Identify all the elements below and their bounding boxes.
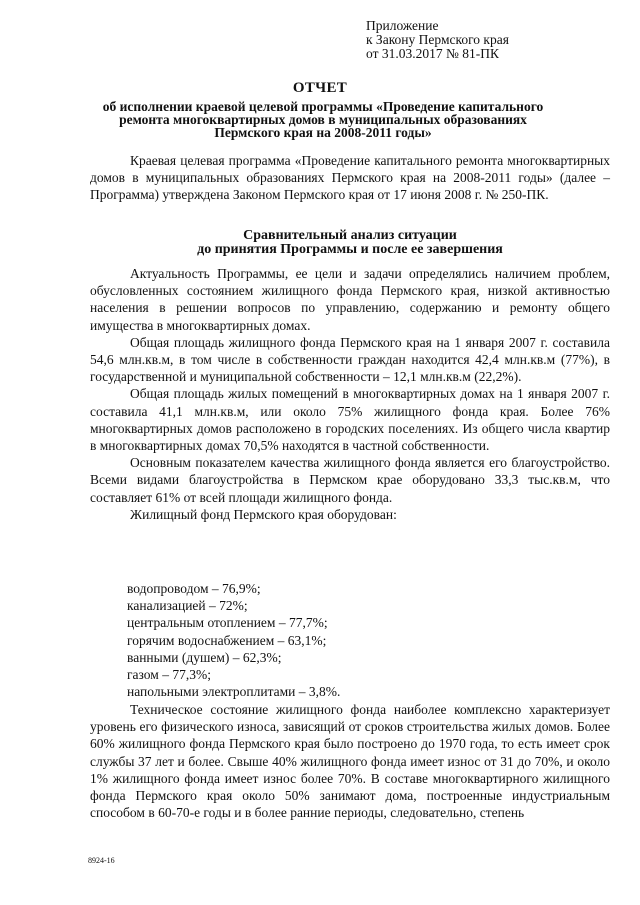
list-item: напольными электроплитами – 3,8%.	[127, 684, 341, 700]
document-subtitle: об исполнении краевой целевой программы «Проведение капитального ремонта многоквартирных домов в муниципальных образованиях Пермского края на 2008-2011 годы»	[102, 99, 544, 140]
appendix-line-2: к Закону Пермского края	[366, 32, 509, 47]
list-item: канализацией – 72%;	[127, 598, 248, 614]
document-title: ОТЧЕТ	[292, 80, 348, 96]
paragraph-housing-area: Общая площадь жилищного фонда Пермского края на 1 января 2007 г. составила 54,6 млн.кв.м, в том числе в собственности граждан находится 42,4 млн.кв.м (77%), в государственной и муниципальной собственности – 12,1 млн.кв.м (22,2%).	[90, 334, 610, 385]
analysis-block	[90, 265, 610, 523]
list-item: ванными (душем) – 62,3%;	[127, 649, 282, 665]
appendix-line-1: Приложение	[366, 18, 439, 33]
appendix-block	[366, 19, 626, 61]
section-heading-line-1: Сравнительный анализ ситуации	[243, 228, 457, 243]
section-heading	[90, 229, 610, 257]
paragraph-apartment-buildings: Общая площадь жилых помещений в многоквартирных домах на 1 января 2007 г. составила 41,1 млн.кв.м, или около 75% жилищного фонда края. Более 76% многоквартирных домов расположено в городских поселениях. Из общего числа квартир в многоквартирных домах 70,5% находятся в частной собственности.	[90, 386, 610, 454]
list-item: газом – 77,3%;	[127, 667, 211, 683]
intro-paragraph: Краевая целевая программа «Проведение капитального ремонта многоквартирных домов в муниципальных образованиях Пермского края на 2008-2011 годы» (далее – Программа) утверждена Законом Пермского края от 17 июня 2008 г. № 250-ПК.	[90, 153, 610, 203]
paragraph-technical-state: Техническое состояние жилищного фонда наиболее комплексно характеризует уровень его физического износа, зависящий от сроков строительства жилых домов. Более 60% жилищного фонда Пермского края было построено до 1970 года, то есть имеет срок службы 37 лет и более. Свыше 40% жилищного фонда имеет износ от 31 до 70%, и около 1% жилищного фонда имеет износ более 70%. В составе многоквартирного жилищного фонда Пермского края около 50% занимают дома, построенные индустриальным способом в 60-70-е годы и в более ранние периоды, следовательно, степень	[90, 702, 610, 821]
list-item: центральным отоплением – 77,7%;	[127, 615, 328, 631]
appendix-line-3: от 31.03.2017 № 81-ПК	[366, 46, 499, 61]
equipment-list	[127, 580, 607, 700]
paragraph-amenities: Основным показателем качества жилищного фонда является его благоустройство. Всеми видами благоустройства в Пермском крае оборудовано 33,3 тыс.кв.м, что составляет 61% от всей площади жилищного фонда.	[90, 455, 610, 505]
list-item: водопроводом – 76,9%;	[127, 581, 261, 596]
paragraph-relevance: Актуальность Программы, ее цели и задачи определялись наличием проблем, обусловленных состоянием жилищного фонда Пермского края, низкой активностью населения в решении вопросов по управлению, содержанию и ремонту общего имущества в многоквартирных домах.	[90, 266, 610, 333]
technical-state-block	[90, 701, 610, 821]
intro-block	[90, 152, 610, 204]
section-heading-line-2: до принятия Программы и после ее завершения	[197, 242, 503, 257]
footer-code: 8924-16	[88, 856, 115, 865]
equipment-intro: Жилищный фонд Пермского края оборудован:	[130, 506, 397, 522]
list-item: горячим водоснабжением – 63,1%;	[127, 632, 327, 648]
